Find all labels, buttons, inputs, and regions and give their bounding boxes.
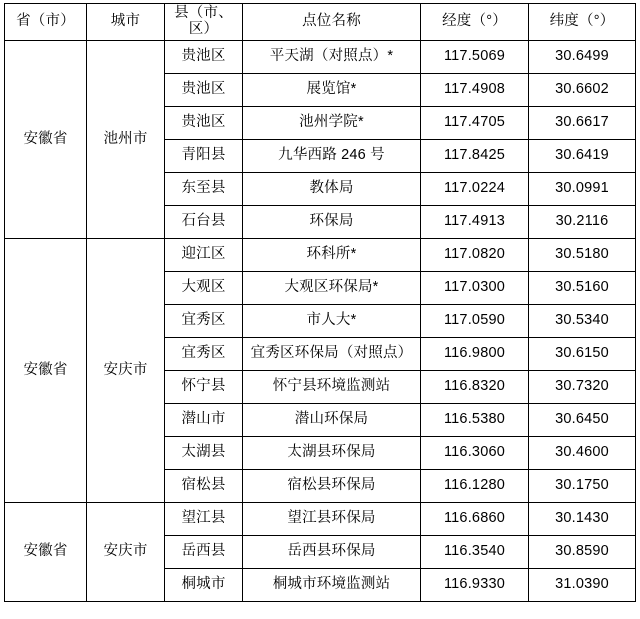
cell-longitude: 117.4705 bbox=[421, 107, 529, 140]
column-header-county: 县（市、区） bbox=[165, 4, 243, 41]
cell-longitude: 117.8425 bbox=[421, 140, 529, 173]
cell-county: 宜秀区 bbox=[165, 305, 243, 338]
cell-county: 望江县 bbox=[165, 503, 243, 536]
cell-site-name: 平天湖（对照点）* bbox=[243, 41, 421, 74]
cell-county: 石台县 bbox=[165, 206, 243, 239]
cell-latitude: 30.0991 bbox=[529, 173, 636, 206]
cell-site-name: 潜山环保局 bbox=[243, 404, 421, 437]
cell-site-name: 怀宁县环境监测站 bbox=[243, 371, 421, 404]
cell-latitude: 30.8590 bbox=[529, 536, 636, 569]
cell-longitude: 116.8320 bbox=[421, 371, 529, 404]
table-row bbox=[5, 503, 636, 536]
cell-site-name: 环科所* bbox=[243, 239, 421, 272]
cell-site-name: 池州学院* bbox=[243, 107, 421, 140]
cell-site-name: 宜秀区环保局（对照点） bbox=[243, 338, 421, 371]
table-body bbox=[5, 41, 636, 602]
cell-longitude: 116.1280 bbox=[421, 470, 529, 503]
cell-longitude: 117.4913 bbox=[421, 206, 529, 239]
cell-site-name: 教体局 bbox=[243, 173, 421, 206]
cell-county: 桐城市 bbox=[165, 569, 243, 602]
cell-latitude: 30.6617 bbox=[529, 107, 636, 140]
cell-latitude: 31.0390 bbox=[529, 569, 636, 602]
cell-latitude: 30.6499 bbox=[529, 41, 636, 74]
monitoring-sites-table bbox=[4, 3, 636, 602]
cell-longitude: 117.0590 bbox=[421, 305, 529, 338]
cell-latitude: 30.6419 bbox=[529, 140, 636, 173]
cell-county: 宜秀区 bbox=[165, 338, 243, 371]
cell-longitude: 117.0820 bbox=[421, 239, 529, 272]
cell-site-name: 展览馆* bbox=[243, 74, 421, 107]
cell-site-name: 宿松县环保局 bbox=[243, 470, 421, 503]
cell-county: 岳西县 bbox=[165, 536, 243, 569]
cell-site-name: 望江县环保局 bbox=[243, 503, 421, 536]
cell-latitude: 30.2116 bbox=[529, 206, 636, 239]
cell-longitude: 117.5069 bbox=[421, 41, 529, 74]
cell-county: 迎江区 bbox=[165, 239, 243, 272]
cell-longitude: 116.6860 bbox=[421, 503, 529, 536]
cell-latitude: 30.5340 bbox=[529, 305, 636, 338]
cell-longitude: 117.4908 bbox=[421, 74, 529, 107]
cell-longitude: 116.9800 bbox=[421, 338, 529, 371]
table-header-row bbox=[5, 4, 636, 41]
cell-site-name: 岳西县环保局 bbox=[243, 536, 421, 569]
cell-county: 宿松县 bbox=[165, 470, 243, 503]
column-header-site-name: 点位名称 bbox=[243, 4, 421, 41]
cell-county: 太湖县 bbox=[165, 437, 243, 470]
cell-latitude: 30.4600 bbox=[529, 437, 636, 470]
cell-county: 东至县 bbox=[165, 173, 243, 206]
cell-latitude: 30.6602 bbox=[529, 74, 636, 107]
column-header-city: 城市 bbox=[87, 4, 165, 41]
table-row bbox=[5, 41, 636, 74]
column-header-province: 省（市） bbox=[5, 4, 87, 41]
cell-site-name: 大观区环保局* bbox=[243, 272, 421, 305]
cell-latitude: 30.6450 bbox=[529, 404, 636, 437]
cell-longitude: 117.0300 bbox=[421, 272, 529, 305]
cell-county: 贵池区 bbox=[165, 41, 243, 74]
cell-latitude: 30.1750 bbox=[529, 470, 636, 503]
cell-county: 贵池区 bbox=[165, 74, 243, 107]
cell-site-name: 环保局 bbox=[243, 206, 421, 239]
cell-latitude: 30.7320 bbox=[529, 371, 636, 404]
cell-county: 青阳县 bbox=[165, 140, 243, 173]
cell-longitude: 117.0224 bbox=[421, 173, 529, 206]
cell-county: 大观区 bbox=[165, 272, 243, 305]
cell-site-name: 九华西路 246 号 bbox=[243, 140, 421, 173]
table-header bbox=[5, 4, 636, 41]
cell-latitude: 30.5180 bbox=[529, 239, 636, 272]
document-page bbox=[0, 3, 640, 619]
cell-latitude: 30.6150 bbox=[529, 338, 636, 371]
cell-province: 安徽省 bbox=[5, 41, 87, 239]
cell-latitude: 30.1430 bbox=[529, 503, 636, 536]
cell-city: 安庆市 bbox=[87, 239, 165, 503]
cell-site-name: 市人大* bbox=[243, 305, 421, 338]
cell-city: 池州市 bbox=[87, 41, 165, 239]
cell-province: 安徽省 bbox=[5, 503, 87, 602]
cell-longitude: 116.3060 bbox=[421, 437, 529, 470]
cell-province: 安徽省 bbox=[5, 239, 87, 503]
cell-county: 贵池区 bbox=[165, 107, 243, 140]
column-header-longitude: 经度（°） bbox=[421, 4, 529, 41]
cell-county: 怀宁县 bbox=[165, 371, 243, 404]
table-row bbox=[5, 239, 636, 272]
cell-latitude: 30.5160 bbox=[529, 272, 636, 305]
cell-county: 潜山市 bbox=[165, 404, 243, 437]
column-header-latitude: 纬度（°） bbox=[529, 4, 636, 41]
cell-site-name: 桐城市环境监测站 bbox=[243, 569, 421, 602]
cell-longitude: 116.3540 bbox=[421, 536, 529, 569]
cell-site-name: 太湖县环保局 bbox=[243, 437, 421, 470]
cell-city: 安庆市 bbox=[87, 503, 165, 602]
cell-longitude: 116.9330 bbox=[421, 569, 529, 602]
cell-longitude: 116.5380 bbox=[421, 404, 529, 437]
